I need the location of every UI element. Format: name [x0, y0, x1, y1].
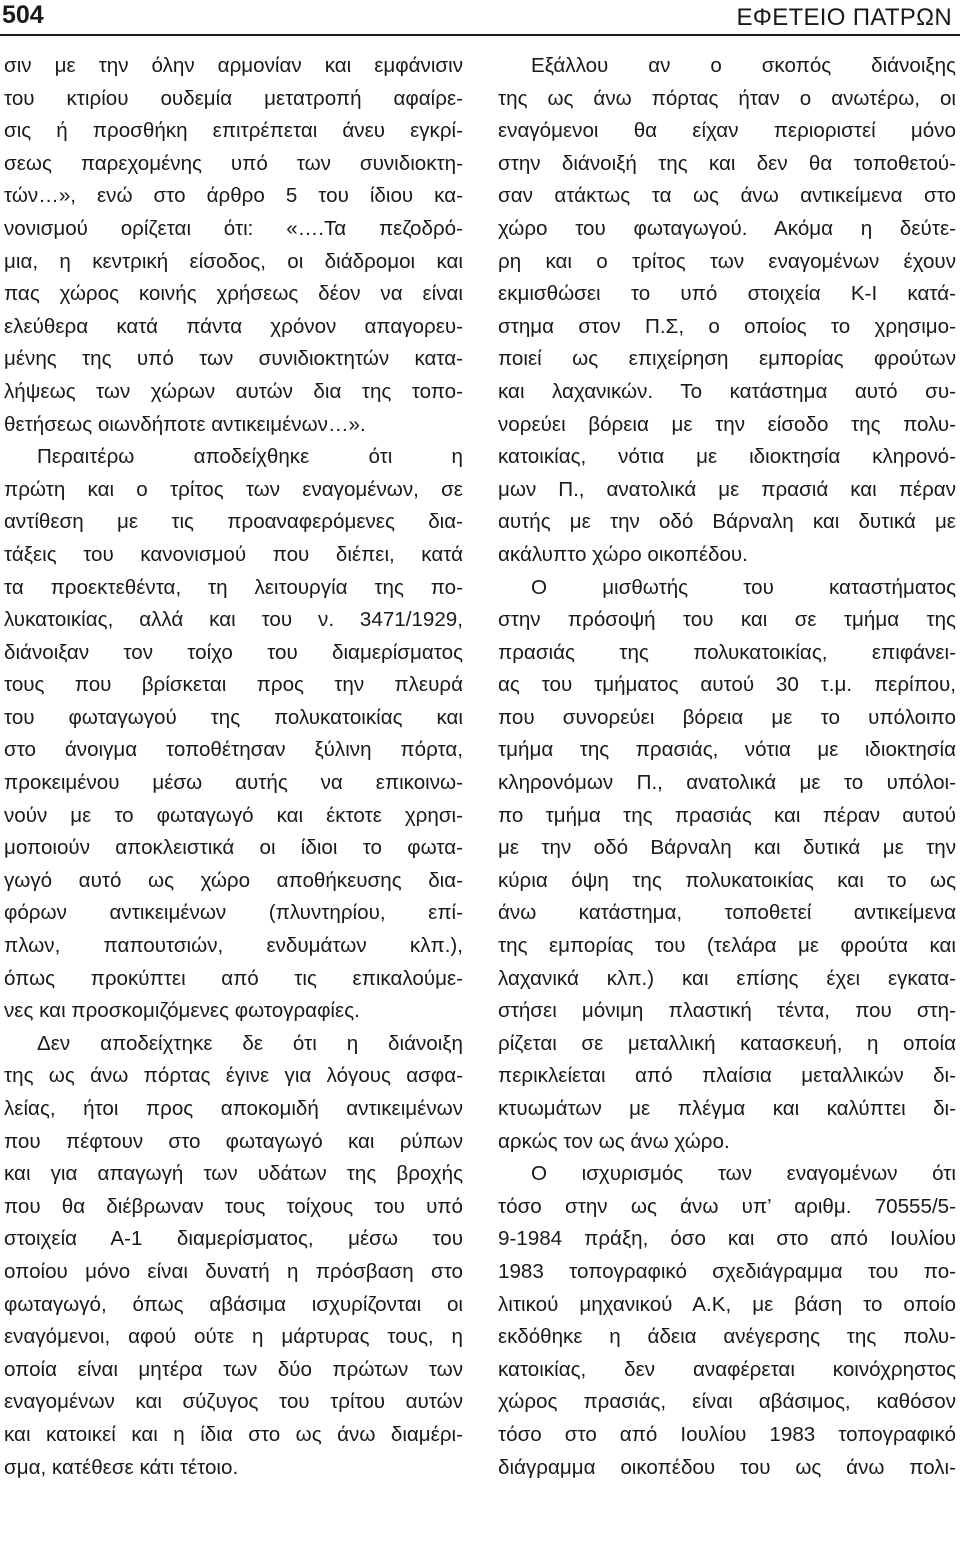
text-line: 1983 τοπογραφικό σχεδιάγραμμα του πο- — [498, 1259, 956, 1283]
text-line: στην διάνοιξή της και δεν θα τοποθετού- — [498, 151, 956, 175]
text-line: ας του τμήματος αυτού 30 τ.μ. περίπου, — [498, 673, 956, 697]
text-line: εναγόμενοι, αφού ούτε η μάρτυρας τους, η — [4, 1325, 463, 1349]
text-line: τάξεις του κανονισμού που διέπει, κατά — [4, 542, 463, 566]
text-line: αυτής με την οδό Βάρναλη και δυτικά με — [498, 510, 956, 534]
text-line: φόρων αντικειμένων (πλυντηρίου, επί- — [4, 901, 463, 925]
text-line: σμα, κατέθεσε κάτι τέτοιο. — [4, 1455, 239, 1479]
text-line: αρκώς τον ως άνω χώρο. — [498, 1129, 730, 1153]
text-line: φωταγωγό, όπως αβάσιμα ισχυρίζονται οι — [4, 1292, 463, 1316]
text-line: πρώτη και ο τρίτος των εναγομένων, σε — [4, 477, 463, 501]
text-line: μια, η κεντρική είσοδος, οι διάδρομοι και — [4, 249, 463, 273]
text-line: στοιχεία Α-1 διαμερίσματος, μέσω του — [4, 1227, 463, 1251]
text-line: πλων, παπουτσιών, ενδυμάτων κλπ.), — [4, 934, 463, 958]
text-line: λήψεως των χώρων αυτών δια της τοπο- — [4, 379, 463, 403]
text-line: πας χώρος κοινής χρήσεως δέον να είναι — [4, 282, 463, 306]
text-line: στημα στον Π.Σ, ο οποίος το χρησιμο- — [498, 314, 956, 338]
text-line: χώρο του φωταγωγού. Ακόμα η δεύτε- — [498, 216, 956, 240]
text-line: τους που βρίσκεται προς την πλευρά — [4, 673, 463, 697]
text-line: περικλείεται από πλαίσια μεταλλικών δι- — [498, 1064, 956, 1088]
text-line: και για απαγωγή των υδάτων της βροχής — [4, 1162, 463, 1186]
running-head: ΕΦΕΤΕΙΟ ΠΑΤΡΩΝ — [736, 4, 952, 31]
text-line: του κτιρίου ουδεμία μετατροπή αφαίρε- — [4, 86, 463, 110]
text-line: ρίζεται σε μεταλλική κατασκευή, η οποία — [498, 1031, 956, 1055]
text-line: ρη και ο τρίτος των εναγομένων έχουν — [498, 249, 956, 273]
text-line: και κατοικεί και η ίδια στο ως άνω διαμέρι- — [4, 1422, 463, 1446]
text-line: λείας, ήτοι προς αποκομιδή αντικειμένων — [4, 1097, 463, 1120]
text-line: λαχανικά κλπ.) και επίσης έχει εγκατα- — [498, 966, 956, 990]
text-line: με την οδό Βάρναλη και δυτικά με την — [498, 836, 956, 860]
text-line: κατοικίας, νότια με ιδιοκτησία κληρονό- — [498, 445, 956, 469]
text-line: κληρονόμων Π., ανατολικά με το υπόλοι- — [498, 771, 956, 795]
text-line: 9-1984 πράξη, όσο και στο από Ιουλίου — [498, 1227, 956, 1251]
text-line: διάνοιξαν τον τοίχο του διαμερίσματος — [4, 640, 463, 664]
text-line: εκμισθώσει το υπό στοιχεία Κ-Ι κατά- — [498, 282, 956, 306]
page-header — [0, 0, 960, 36]
text-line: Ο μισθωτής του καταστήματος — [531, 575, 956, 599]
text-line: ελεύθερα κατά πάντα χρόνον απαγορευ- — [4, 314, 463, 338]
right-column — [498, 50, 956, 1484]
text-line: ποιεί ως επιχείρηση εμπορίας φρούτων — [498, 347, 956, 371]
text-line: νονισμού ορίζεται ότι: «….Τα πεζοδρό- — [4, 216, 463, 240]
text-line: γωγό αυτό ως χώρο αποθήκευσης δια- — [4, 868, 463, 892]
text-line: ακάλυπτο χώρο οικοπέδου. — [498, 542, 748, 566]
text-line: κτυωμάτων με πλέγμα και καλύπτει δι- — [498, 1097, 956, 1120]
header-rule — [0, 34, 960, 36]
text-line: αντίθεση με τις προαναφερόμενες δια- — [4, 510, 463, 534]
text-line: Περαιτέρω αποδείχθηκε ότι η — [37, 445, 463, 469]
page-number: 504 — [2, 1, 44, 29]
text-line: και λαχανικών. Το κατάστημα αυτό συ- — [498, 379, 956, 403]
text-line: Εξάλλου αν ο σκοπός διάνοιξης — [531, 54, 956, 77]
text-line: εκδόθηκε η άδεια ανέγερσης της πολυ- — [498, 1325, 956, 1349]
text-line: άνω κατάστημα, τοποθετεί αντικείμενα — [498, 901, 956, 925]
text-line: λιτικού μηχανικού Α.Κ, με βάση το οποίο — [498, 1292, 956, 1316]
text-line: της εμπορίας του (τελάρα με φρούτα και — [498, 934, 956, 958]
text-line: τών…», ενώ στο άρθρο 5 του ίδιου κα- — [4, 184, 463, 208]
text-line: Ο ισχυρισμός των εναγομένων ότι — [531, 1162, 956, 1186]
text-line: της ως άνω πόρτας ήταν ο ανωτέρω, οι — [498, 86, 956, 110]
text-line: νούν με το φωταγωγό και έκτοτε χρησι- — [4, 803, 463, 827]
text-line: προκειμένου μέσω αυτής να επικοινω- — [4, 771, 463, 795]
text-line: πρασιάς της πολυκατοικίας, επιφάνει- — [498, 640, 956, 664]
text-line: οποία είναι μητέρα των δύο πρώτων των — [4, 1357, 463, 1381]
text-line: μοποιούν αποκλειστικά οι ίδιοι το φωτα- — [4, 836, 463, 860]
text-line: μων Π., ανατολικά με πρασιά και πέραν — [498, 477, 956, 501]
text-line: σις ή προσθήκη επιτρέπεται άνευ εγκρί- — [4, 119, 463, 143]
text-line: όπως προκύπτει από τις επικαλούμε- — [4, 966, 463, 990]
text-line: στο άνοιγμα τοποθέτησαν ξύλινη πόρτα, — [4, 738, 463, 762]
text-line: νες και προσκομιζόμενες φωτογραφίες. — [4, 999, 360, 1023]
text-line: κατοικίας, δεν αναφέρεται κοινόχρηστος — [498, 1357, 956, 1381]
text-line: σαν ατάκτως τα ως άνω αντικείμενα στο — [498, 184, 956, 208]
text-line: τμήμα της πρασιάς, νότια με ιδιοκτησία — [498, 738, 956, 762]
text-line: της ως άνω πόρτας έγινε για λόγους ασφα- — [4, 1064, 463, 1088]
text-line: τόσο στην ως άνω υπ’ αριθμ. 70555/5- — [498, 1194, 956, 1218]
text-line: εναγόμενοι θα είχαν περιοριστεί μόνο — [498, 119, 956, 143]
text-line: που πέφτουν στο φωταγωγό και ρύπων — [4, 1129, 463, 1153]
text-line: που συνορεύει βόρεια με το υπόλοιπο — [498, 705, 956, 729]
text-line: που θα διέβρωναν τους τοίχους του υπό — [4, 1194, 463, 1218]
text-line: διάγραμμα οικοπέδου του ως άνω πολι- — [498, 1455, 956, 1479]
text-line: εναγομένων και σύζυγος του τρίτου αυτών — [4, 1390, 463, 1414]
text-line: του φωταγωγού της πολυκατοικίας και — [4, 705, 463, 729]
text-line: τόσο στο από Ιουλίου 1983 τοπογραφικό — [498, 1422, 956, 1446]
text-line: τα προεκτεθέντα, τη λειτουργία της πο- — [4, 575, 463, 599]
text-line: θετήσεως οιωνδήποτε αντικειμένων…». — [4, 412, 366, 436]
text-line: πο τμήμα της πρασιάς και πέραν αυτού — [498, 803, 956, 827]
text-line: Δεν αποδείχτηκε δε ότι η διάνοιξη — [37, 1031, 463, 1055]
text-line: μένης της υπό των συνιδιοκτητών κατα- — [4, 347, 463, 371]
text-line: στήσει μόνιμη πλαστική τέντα, που στη- — [498, 999, 956, 1023]
text-line: νορεύει βόρεια με την είσοδο της πολυ- — [498, 412, 956, 436]
text-line: στην πρόσοψή του και σε τμήμα της — [498, 608, 956, 632]
text-line: χώρος πρασιάς, είναι αβάσιμος, καθόσον — [498, 1390, 956, 1414]
left-column — [4, 50, 463, 1484]
text-line: σεως παρεχομένης υπό των συνιδιοκτη- — [4, 151, 463, 175]
text-line: οποίου μόνο είναι δυνατή η πρόσβαση στο — [4, 1259, 463, 1283]
text-line: κύρια όψη της πολυκατοικίας και το ως — [498, 868, 956, 892]
text-line: σιν με την όλην αρμονίαν και εμφάνισιν — [4, 54, 463, 77]
text-line: λυκατοικίας, αλλά και του ν. 3471/1929, — [4, 608, 463, 632]
